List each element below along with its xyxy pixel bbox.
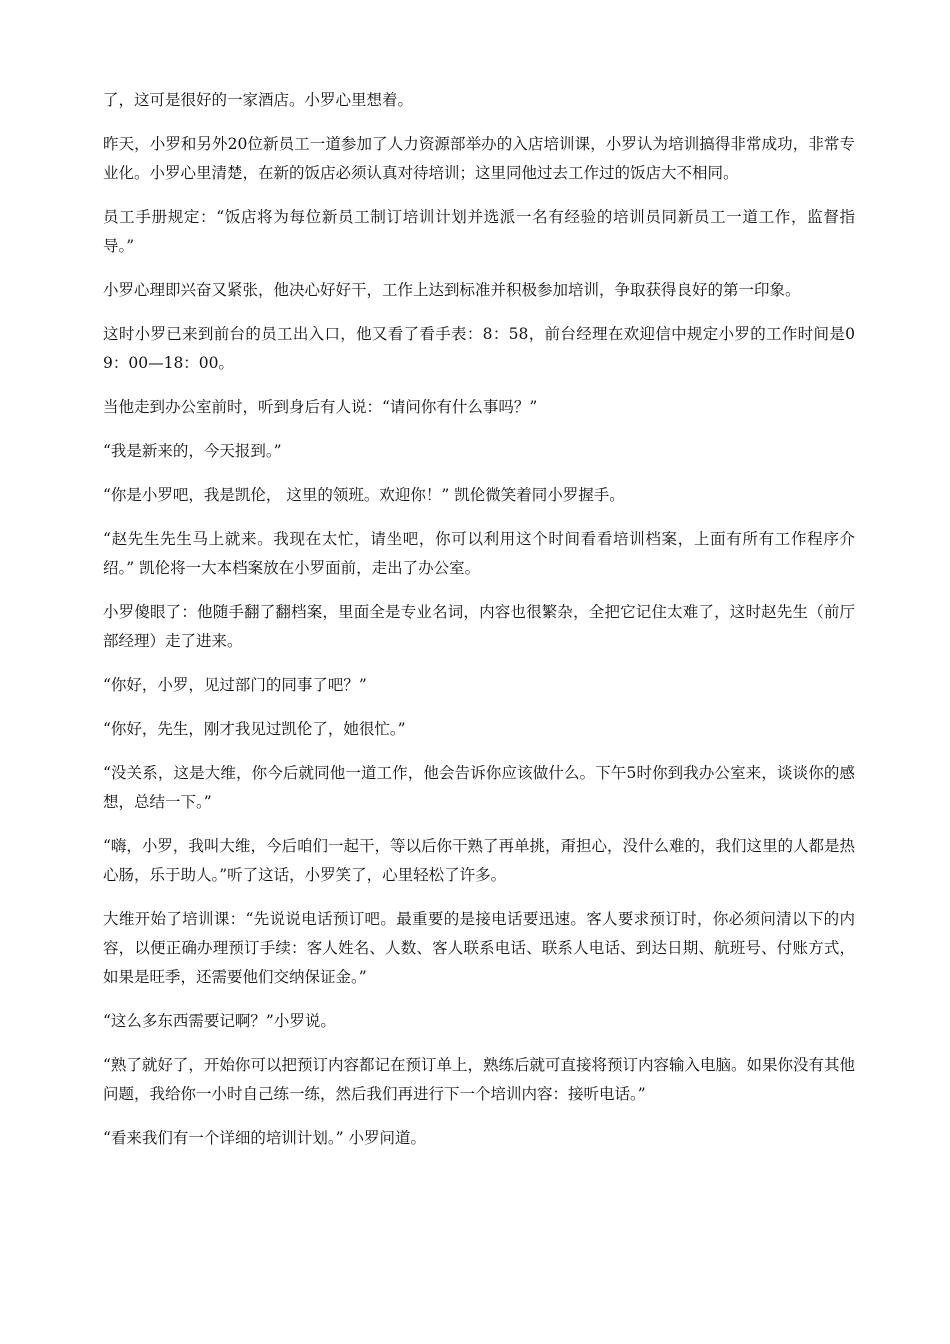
paragraph-14: “嗨，小罗，我叫大维，今后咱们一起干，等以后你干熟了再单挑，甭担心，没什么难的，我们这里的人都是热心肠，乐于助人。”听了这话，小罗笑了，心里轻松了许多。: [103, 837, 855, 884]
paragraph-2: 昨天，小罗和另外20位新员工一道参加了人力资源部举办的入店培训课，小罗认为培训搞得非常成功，非常专业化。小罗心里清楚，在新的饭店必须认真对待培训；这里同他过去工作过的饭店大不相同。: [103, 135, 855, 182]
document-body: [103, 86, 855, 1168]
paragraph-1: 了，这可是很好的一家酒店。小罗心里想着。: [103, 91, 414, 109]
paragraph-8: “你是小罗吧，我是凯伦， 这里的领班。欢迎你！” 凯伦微笑着同小罗握手。: [103, 486, 625, 504]
paragraph-9: “赵先生先生马上就来。我现在太忙，请坐吧，你可以利用这个时间看看培训档案，上面有所有工作程序介绍。” 凯伦将一大本档案放在小罗面前，走出了办公室。: [103, 530, 855, 577]
paragraph-16: “这么多东西需要记啊？”小罗说。: [103, 1012, 336, 1030]
paragraph-7: “我是新来的，今天报到。”: [103, 442, 282, 460]
paragraph-15: 大维开始了培训课：“先说说电话预订吧。最重要的是接电话要迅速。客人要求预订时，你必须问清以下的内容，以便正确办理预订手续：客人姓名、人数、客人联系电话、联系人电话、到达日期、航班号、付账方式，如果是旺季，还需要他们交纳保证金。”: [103, 910, 855, 986]
paragraph-13: “没关系，这是大维，你今后就同他一道工作，他会告诉你应该做什么。下午5时你到我办公室来，谈谈你的感想，总结一下。”: [103, 764, 855, 811]
paragraph-3: 员工手册规定：“饭店将为每位新员工制订培训计划并选派一名有经验的培训员同新员工一道工作，监督指导。”: [103, 208, 855, 255]
paragraph-10: 小罗傻眼了：他随手翻了翻档案，里面全是专业名词，内容也很繁杂，全把它记住太难了，这时赵先生（前厅部经理）走了进来。: [103, 603, 855, 650]
paragraph-17: “熟了就好了，开始你可以把预订内容都记在预订单上，熟练后就可直接将预订内容输入电脑。如果你没有其他问题，我给你一小时自己练一练，然后我们再进行下一个培训内容：接听电话。”: [103, 1056, 855, 1103]
paragraph-11: “你好，小罗，见过部门的同事了吧？”: [103, 676, 367, 694]
paragraph-4: 小罗心理即兴奋又紧张，他决心好好干，工作上达到标准并积极参加培训，争取获得良好的第一印象。: [103, 281, 801, 299]
paragraph-18: “看来我们有一个详细的培训计划。” 小罗问道。: [103, 1129, 427, 1147]
paragraph-6: 当他走到办公室前时，听到身后有人说：“请问你有什么事吗？”: [103, 398, 538, 416]
paragraph-12: “你好，先生，刚才我见过凯伦了，她很忙。”: [103, 720, 406, 738]
paragraph-5: 这时小罗已来到前台的员工出入口，他又看了看手表：8：58，前台经理在欢迎信中规定小罗的工作时间是09：00—18：00。: [103, 325, 855, 372]
